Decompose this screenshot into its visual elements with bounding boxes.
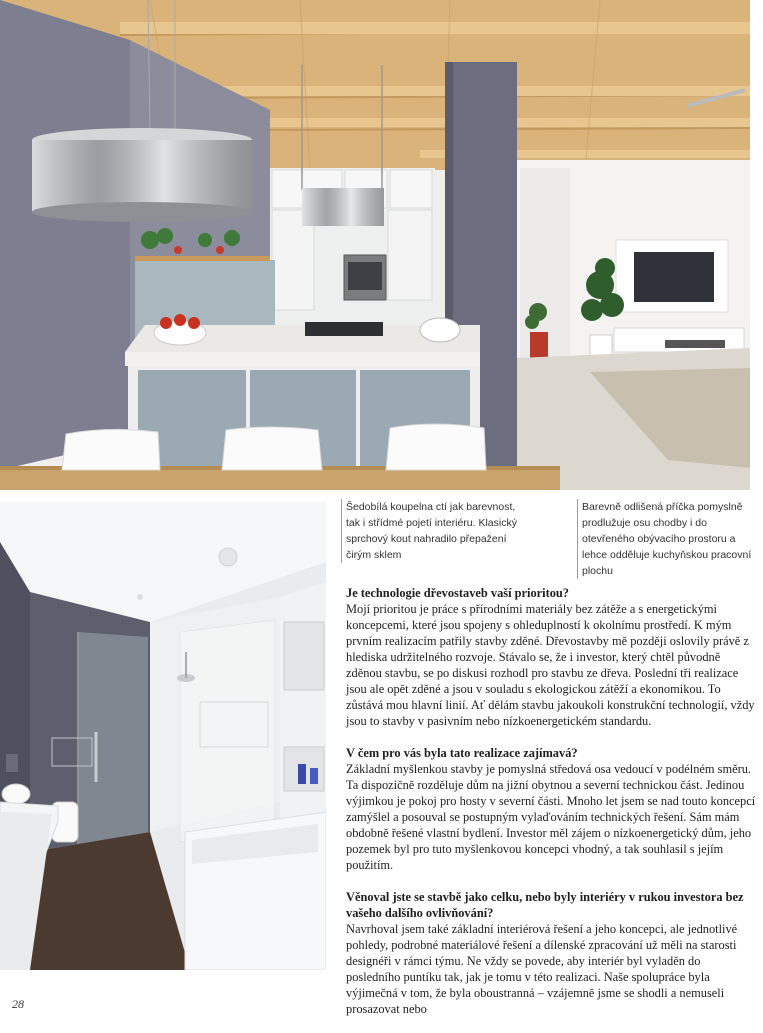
kitchen-photo-caption: Barevně odlišená příčka pomyslně prodlužuje osu chodby i do otevřeného obývacího prostoru a lehce odděluje kuchyňskou pracovní plochu <box>577 499 757 579</box>
answer-paragraph: Mojí prioritou je práce s přírodními materiály bez zátěže a s energetickými koncepcemi, které jsou spojeny s ohleduplností k okolnímu prostředí. K mým prvním realizacím patřily stavby zděné. Dřevostavby mě později oslovily právě z hlediska udržitelného rozvoje. Stávalo se, že i investor, který chtěl původně zděnou stavbu, se po diskusi rozhodl pro stavbu ze dřeva. Poslední tři realizace jsou ale opět zděné a jsou v souladu s ekologickou zátěží a ekonomikou. To zůstává mou hlavní linií. Ať dělám stavbu jakoukoli konstrukční technologií, vždy jsou to stavby v pasivním nebo nízkoenergetickém standardu. <box>346 602 755 728</box>
answer-paragraph: Navrhoval jsem také základní interiérová řešení a jeho koncepci, ale jednotlivé pohledy, podrobné materiálové řešení a dílenské zpracování už měli na starosti designéři v rámci týmu. Ne vždy se povede, aby interiér byl vyladěn do posledního puntíku tak, jak je tomu v této realizaci. Naše spolupráce byla výjimečná v tom, že byla oboustranná – vzájemně jsme se shodli a nemuseli prosazovat nebo <box>346 922 738 1016</box>
answer-paragraph: Základní myšlenkou stavby je pomyslná středová osa vedoucí v podélném směru. Ta dispozičně rozděluje dům na jižní obytnou a severní technickou část. Jedinou výjimkou je pokoj pro hosty v severní části. Mnoho let jsem se nad touto koncepcí zamýšlel a posouval se postupným vylaďováním technických řešení. Sám mám obdobně řešené vlastní bydlení. Investor měl zájem o nízkoenergetický dům, jeho pozemek byl pro tuto myšlenkovou koncepci vhodný, a tak souhlasil s jejím použitím. <box>346 762 756 872</box>
bathroom-photo-caption: Šedobílá koupelna ctí jak barevnost, tak i střídmé pojetí interiéru. Klasický sprchový kout nahradilo přepažení čirým sklem <box>341 499 531 563</box>
question-heading: Je technologie dřevostaveb vaší prioritou? <box>346 586 570 600</box>
kitchen-photo <box>0 0 750 490</box>
interview-article <box>346 585 756 1033</box>
question-heading: Věnoval jste se stavbě jako celku, nebo byly interiéry v rukou investora bez vašeho dalšího ovlivňování? <box>346 890 744 920</box>
question-heading: V čem pro vás byla tato realizace zajímavá? <box>346 746 578 760</box>
page-number: 28 <box>12 997 24 1011</box>
bathroom-photo <box>0 502 326 970</box>
